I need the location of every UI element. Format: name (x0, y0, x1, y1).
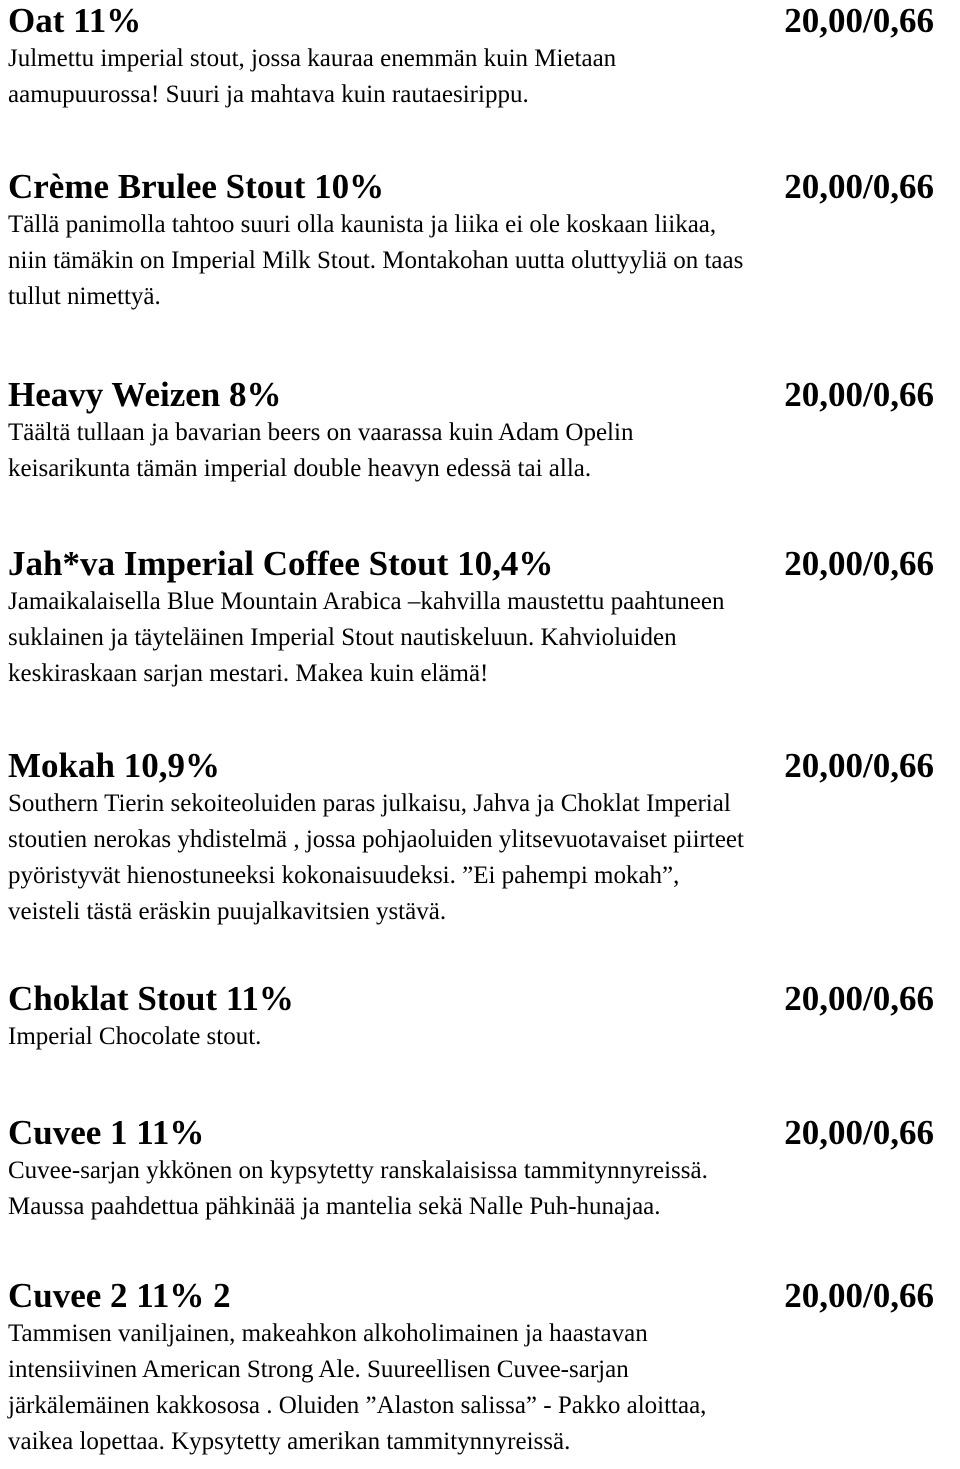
description-line: keskiraskaan sarjan mestari. Makea kuin elämä! (8, 660, 489, 687)
description-line: suklainen ja täyteläinen Imperial Stout nautiskeluun. Kahvioluiden (8, 624, 677, 651)
menu-entry-choklat-stout (8, 978, 934, 1055)
entry-header (8, 1275, 934, 1317)
description-line: Maussa paahdettua pähkinää ja mantelia sekä Nalle Puh-hunajaa. (8, 1193, 661, 1220)
beer-price: 20,00/0,66 (784, 544, 934, 583)
description-line: Southern Tierin sekoiteoluiden paras julkaisu, Jahva ja Choklat Imperial (8, 790, 731, 817)
description-line: järkälemäinen kakkososa . Oluiden ”Alaston salissa” - Pakko aloittaa, (8, 1392, 707, 1419)
description-line: keisarikunta tämän imperial double heavyn edessä tai alla. (8, 455, 592, 482)
description-line: Tammisen vaniljainen, makeahkon alkoholimainen ja haastavan (8, 1320, 648, 1347)
beer-description (8, 1153, 934, 1225)
beer-description (8, 1316, 934, 1460)
beer-price: 20,00/0,66 (784, 1276, 934, 1315)
description-line: Julmettu imperial stout, jossa kauraa enemmän kuin Mietaan (8, 45, 617, 72)
description-line: veisteli tästä eräskin puujalkavitsien ystävä. (8, 898, 447, 925)
description-line: Tällä panimolla tahtoo suuri olla kaunista ja liika ei ole koskaan liikaa, (8, 211, 717, 238)
entry-header (8, 978, 934, 1020)
menu-entry-oat (8, 0, 934, 113)
beer-name: Crème Brulee Stout 10% (8, 167, 385, 206)
entry-header (8, 166, 934, 208)
beer-description (8, 41, 934, 113)
description-line: Cuvee-sarjan ykkönen on kypsytetty ranskalaisissa tammitynnyreissä. (8, 1157, 708, 1184)
beer-description (8, 415, 934, 487)
beer-price: 20,00/0,66 (784, 746, 934, 785)
beer-description (8, 584, 934, 692)
description-line: Jamaikalaisella Blue Mountain Arabica –kahvilla maustettu paahtuneen (8, 588, 725, 615)
description-line: stoutien nerokas yhdistelmä , jossa pohjaoluiden ylitsevuotavaiset piirteet (8, 826, 744, 853)
beer-price: 20,00/0,66 (784, 1113, 934, 1152)
menu-entry-creme-brulee-stout (8, 166, 934, 315)
entry-header (8, 1112, 934, 1154)
menu-entry-cuvee-2 (8, 1275, 934, 1460)
beer-price: 20,00/0,66 (784, 1, 934, 40)
description-line: intensiivinen American Strong Ale. Suureellisen Cuvee-sarjan (8, 1356, 629, 1383)
beer-description (8, 786, 934, 930)
beer-description (8, 1019, 934, 1055)
description-line: niin tämäkin on Imperial Milk Stout. Montakohan uutta oluttyyliä on taas (8, 247, 744, 274)
description-line: pyöristyvät hienostuneeksi kokonaisuudeksi. ”Ei pahempi mokah”, (8, 862, 680, 889)
beer-name: Oat 11% (8, 1, 142, 40)
beer-price: 20,00/0,66 (784, 167, 934, 206)
menu-entry-cuvee-1 (8, 1112, 934, 1225)
menu-entry-mokah (8, 745, 934, 930)
beer-name: Cuvee 2 11% 2 (8, 1276, 231, 1315)
description-line: tullut nimettyä. (8, 283, 161, 310)
menu-entry-heavy-weizen (8, 374, 934, 487)
description-line: aamupuurossa! Suuri ja mahtava kuin rautaesirippu. (8, 81, 529, 108)
beer-price: 20,00/0,66 (784, 979, 934, 1018)
entry-header (8, 374, 934, 416)
beer-price: 20,00/0,66 (784, 375, 934, 414)
entry-header (8, 745, 934, 787)
description-line: Täältä tullaan ja bavarian beers on vaarassa kuin Adam Opelin (8, 419, 634, 446)
entry-header (8, 543, 934, 585)
menu-entry-jahva-imperial-coffee-stout (8, 543, 934, 692)
description-line: Imperial Chocolate stout. (8, 1023, 262, 1050)
entry-header (8, 0, 934, 42)
beer-name: Choklat Stout 11% (8, 979, 294, 1018)
beer-name: Jah*va Imperial Coffee Stout 10,4% (8, 544, 554, 583)
beer-description (8, 207, 934, 315)
beer-name: Cuvee 1 11% (8, 1113, 205, 1152)
beer-name: Mokah 10,9% (8, 746, 220, 785)
beer-name: Heavy Weizen 8% (8, 375, 282, 414)
description-line: vaikea lopettaa. Kypsytetty amerikan tammitynnyreissä. (8, 1428, 571, 1455)
